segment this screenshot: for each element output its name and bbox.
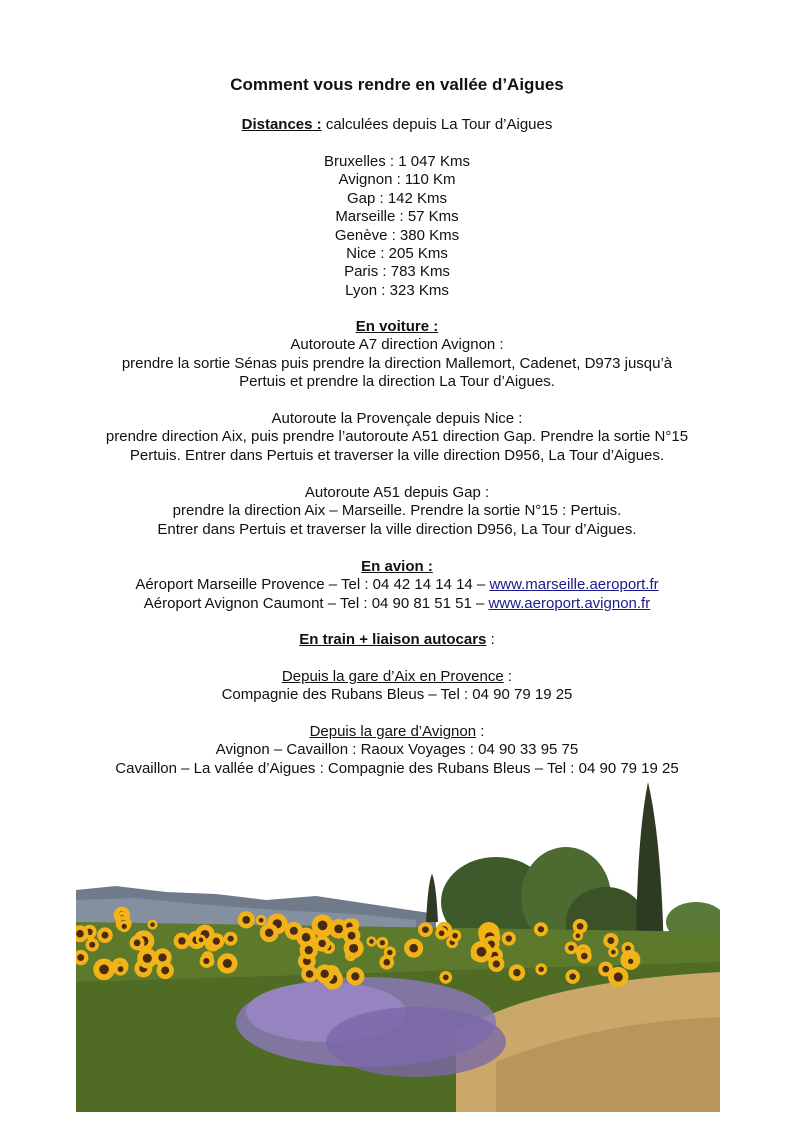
sunflower-center xyxy=(443,975,449,981)
train-section xyxy=(0,631,794,649)
sunflower-center xyxy=(77,954,84,961)
sunflower-center xyxy=(318,940,325,947)
distance-item: Genève : 380 Kms xyxy=(334,226,460,244)
sunflower-center xyxy=(513,969,520,976)
route-provencale xyxy=(0,410,794,465)
avignon-heading: Depuis la gare d’Avignon xyxy=(309,723,477,740)
sunflower-center xyxy=(383,959,390,966)
route-line: prendre la direction Aix – Marseille. Prendre la sortie N°15 : Pertuis. xyxy=(172,502,622,520)
sunflower-center xyxy=(581,953,588,960)
aix-suffix: : xyxy=(503,668,513,685)
distance-item: Bruxelles : 1 047 Kms xyxy=(324,153,470,170)
sunflower-center xyxy=(122,924,127,929)
sunflower-center xyxy=(380,940,385,945)
aix-line: Compagnie des Rubans Bleus – Tel : 04 90 79 19 25 xyxy=(221,686,573,704)
sunflower-center xyxy=(305,946,313,954)
train-heading: En train + liaison autocars xyxy=(299,631,487,648)
distance-item: Nice : 205 Kms xyxy=(346,245,448,263)
sunflower-center xyxy=(348,932,356,940)
sunflower-center xyxy=(452,933,458,939)
sunflower-center xyxy=(302,933,311,942)
photo-illustration xyxy=(76,782,720,1112)
route-line: Entrer dans Pertuis et traverser la ville direction D956, La Tour d’Aigues. xyxy=(157,520,637,538)
sunflower-center xyxy=(143,954,152,963)
avignon-suffix: : xyxy=(476,723,485,740)
sunflower-center xyxy=(99,964,109,974)
sunflower-center xyxy=(318,920,328,930)
sunflower-center xyxy=(349,944,358,953)
airport-text: Aéroport Avignon Caumont – Tel : 04 90 81 51 51 – xyxy=(143,594,489,612)
train-avignon xyxy=(0,723,794,778)
sunflower-center xyxy=(158,953,166,961)
distances-heading: Distances : xyxy=(241,116,322,133)
distance-item: Marseille : 57 Kms xyxy=(335,208,459,226)
sunflower-center xyxy=(628,959,633,964)
sunflower-center xyxy=(409,944,418,953)
sunflower-center xyxy=(538,926,544,932)
sunflower-field-photo xyxy=(76,782,720,1112)
sunflower-center xyxy=(199,938,204,943)
sunflower-center xyxy=(334,924,343,933)
sunflower-center xyxy=(506,935,512,941)
route-line: Pertuis et prendre la direction La Tour d’Aigues. xyxy=(239,373,555,391)
sunflower-center xyxy=(242,916,250,924)
sunflower-center xyxy=(439,930,445,936)
sunflower-center xyxy=(539,967,544,972)
sunflower-center xyxy=(76,930,84,938)
sunflower-center xyxy=(568,945,574,951)
aix-heading: Depuis la gare d’Aix en Provence xyxy=(281,668,504,685)
avignon-airport-link[interactable]: www.aeroport.avignon.fr xyxy=(488,594,651,612)
route-name: Autoroute A51 depuis Gap : xyxy=(304,484,490,501)
distance-item: Lyon : 323 Kms xyxy=(345,281,449,299)
sunflower-center xyxy=(577,923,584,930)
avignon-line: Cavaillon – La vallée d’Aigues : Compagnie des Rubans Bleus – Tel : 04 90 79 19 25 xyxy=(115,759,679,777)
sunflower-center xyxy=(607,937,614,944)
sunflower-center xyxy=(306,970,314,978)
distance-item: Paris : 783 Kms xyxy=(344,263,450,281)
page-title: Comment vous rendre en vallée d’Aigues xyxy=(230,75,564,94)
distances-heading-line xyxy=(0,116,794,134)
train-aix xyxy=(0,668,794,705)
sunflower-center xyxy=(150,922,155,927)
route-line: Pertuis. Entrer dans Pertuis et traverser la ville direction D956, La Tour d’Aigues. xyxy=(129,446,665,464)
sunflower-center xyxy=(611,950,616,955)
sunflower-center xyxy=(259,918,264,923)
route-line: prendre direction Aix, puis prendre l’autoroute A51 direction Gap. Prendre la sortie N°15 xyxy=(105,428,689,446)
sunflower-center xyxy=(213,938,220,945)
sunflower-center xyxy=(493,960,500,967)
airport-line xyxy=(0,595,794,613)
airport-line xyxy=(0,576,794,594)
sunflower-center xyxy=(576,933,581,938)
route-name: Autoroute A7 direction Avignon : xyxy=(290,336,504,354)
sunflower-center xyxy=(614,972,623,981)
distance-item: Gap : 142 Kms xyxy=(346,189,448,207)
sunflower-center xyxy=(477,947,487,957)
sunflower-center xyxy=(602,966,609,973)
route-name: Autoroute la Provençale depuis Nice : xyxy=(271,410,523,427)
sunflower-center xyxy=(118,966,124,972)
sunflower-center xyxy=(101,932,108,939)
sunflower-center xyxy=(89,942,95,948)
avignon-line: Avignon – Cavaillon : Raoux Voyages : 04 90 33 95 75 xyxy=(215,741,579,759)
sunflower-center xyxy=(228,936,234,942)
sunflower-center xyxy=(422,926,429,933)
sunflower-center xyxy=(265,929,273,937)
voiture-heading: En voiture : xyxy=(355,318,439,335)
voiture-section xyxy=(0,318,794,392)
sunflower-center xyxy=(320,970,328,978)
distances-section xyxy=(0,116,794,134)
sunflower-center xyxy=(161,966,169,974)
airport-text: Aéroport Marseille Provence – Tel : 04 42 14 14 14 – xyxy=(135,576,490,594)
sunflower-center xyxy=(387,950,392,955)
sunflower-center xyxy=(369,939,374,944)
distances-list xyxy=(0,153,794,300)
avion-heading: En avion : xyxy=(361,558,433,575)
distance-item: Avignon : 110 Km xyxy=(338,171,456,189)
sunflower-center xyxy=(178,937,185,944)
distances-subtitle: calculées depuis La Tour d’Aigues xyxy=(321,116,553,133)
route-line: prendre la sortie Sénas puis prendre la direction Mallemort, Cadenet, D973 jusqu’à xyxy=(121,354,673,372)
sunflower-center xyxy=(290,927,298,935)
sunflower-center xyxy=(134,939,141,946)
sunflower-center xyxy=(223,959,232,968)
sunflower-center xyxy=(569,973,576,980)
route-a51 xyxy=(0,484,794,539)
sunflower-center xyxy=(203,958,209,964)
avion-section xyxy=(0,558,794,613)
marseille-airport-link[interactable]: www.marseille.aeroport.fr xyxy=(489,576,659,594)
sunflower-center xyxy=(351,972,359,980)
train-heading-suffix: : xyxy=(486,631,495,648)
